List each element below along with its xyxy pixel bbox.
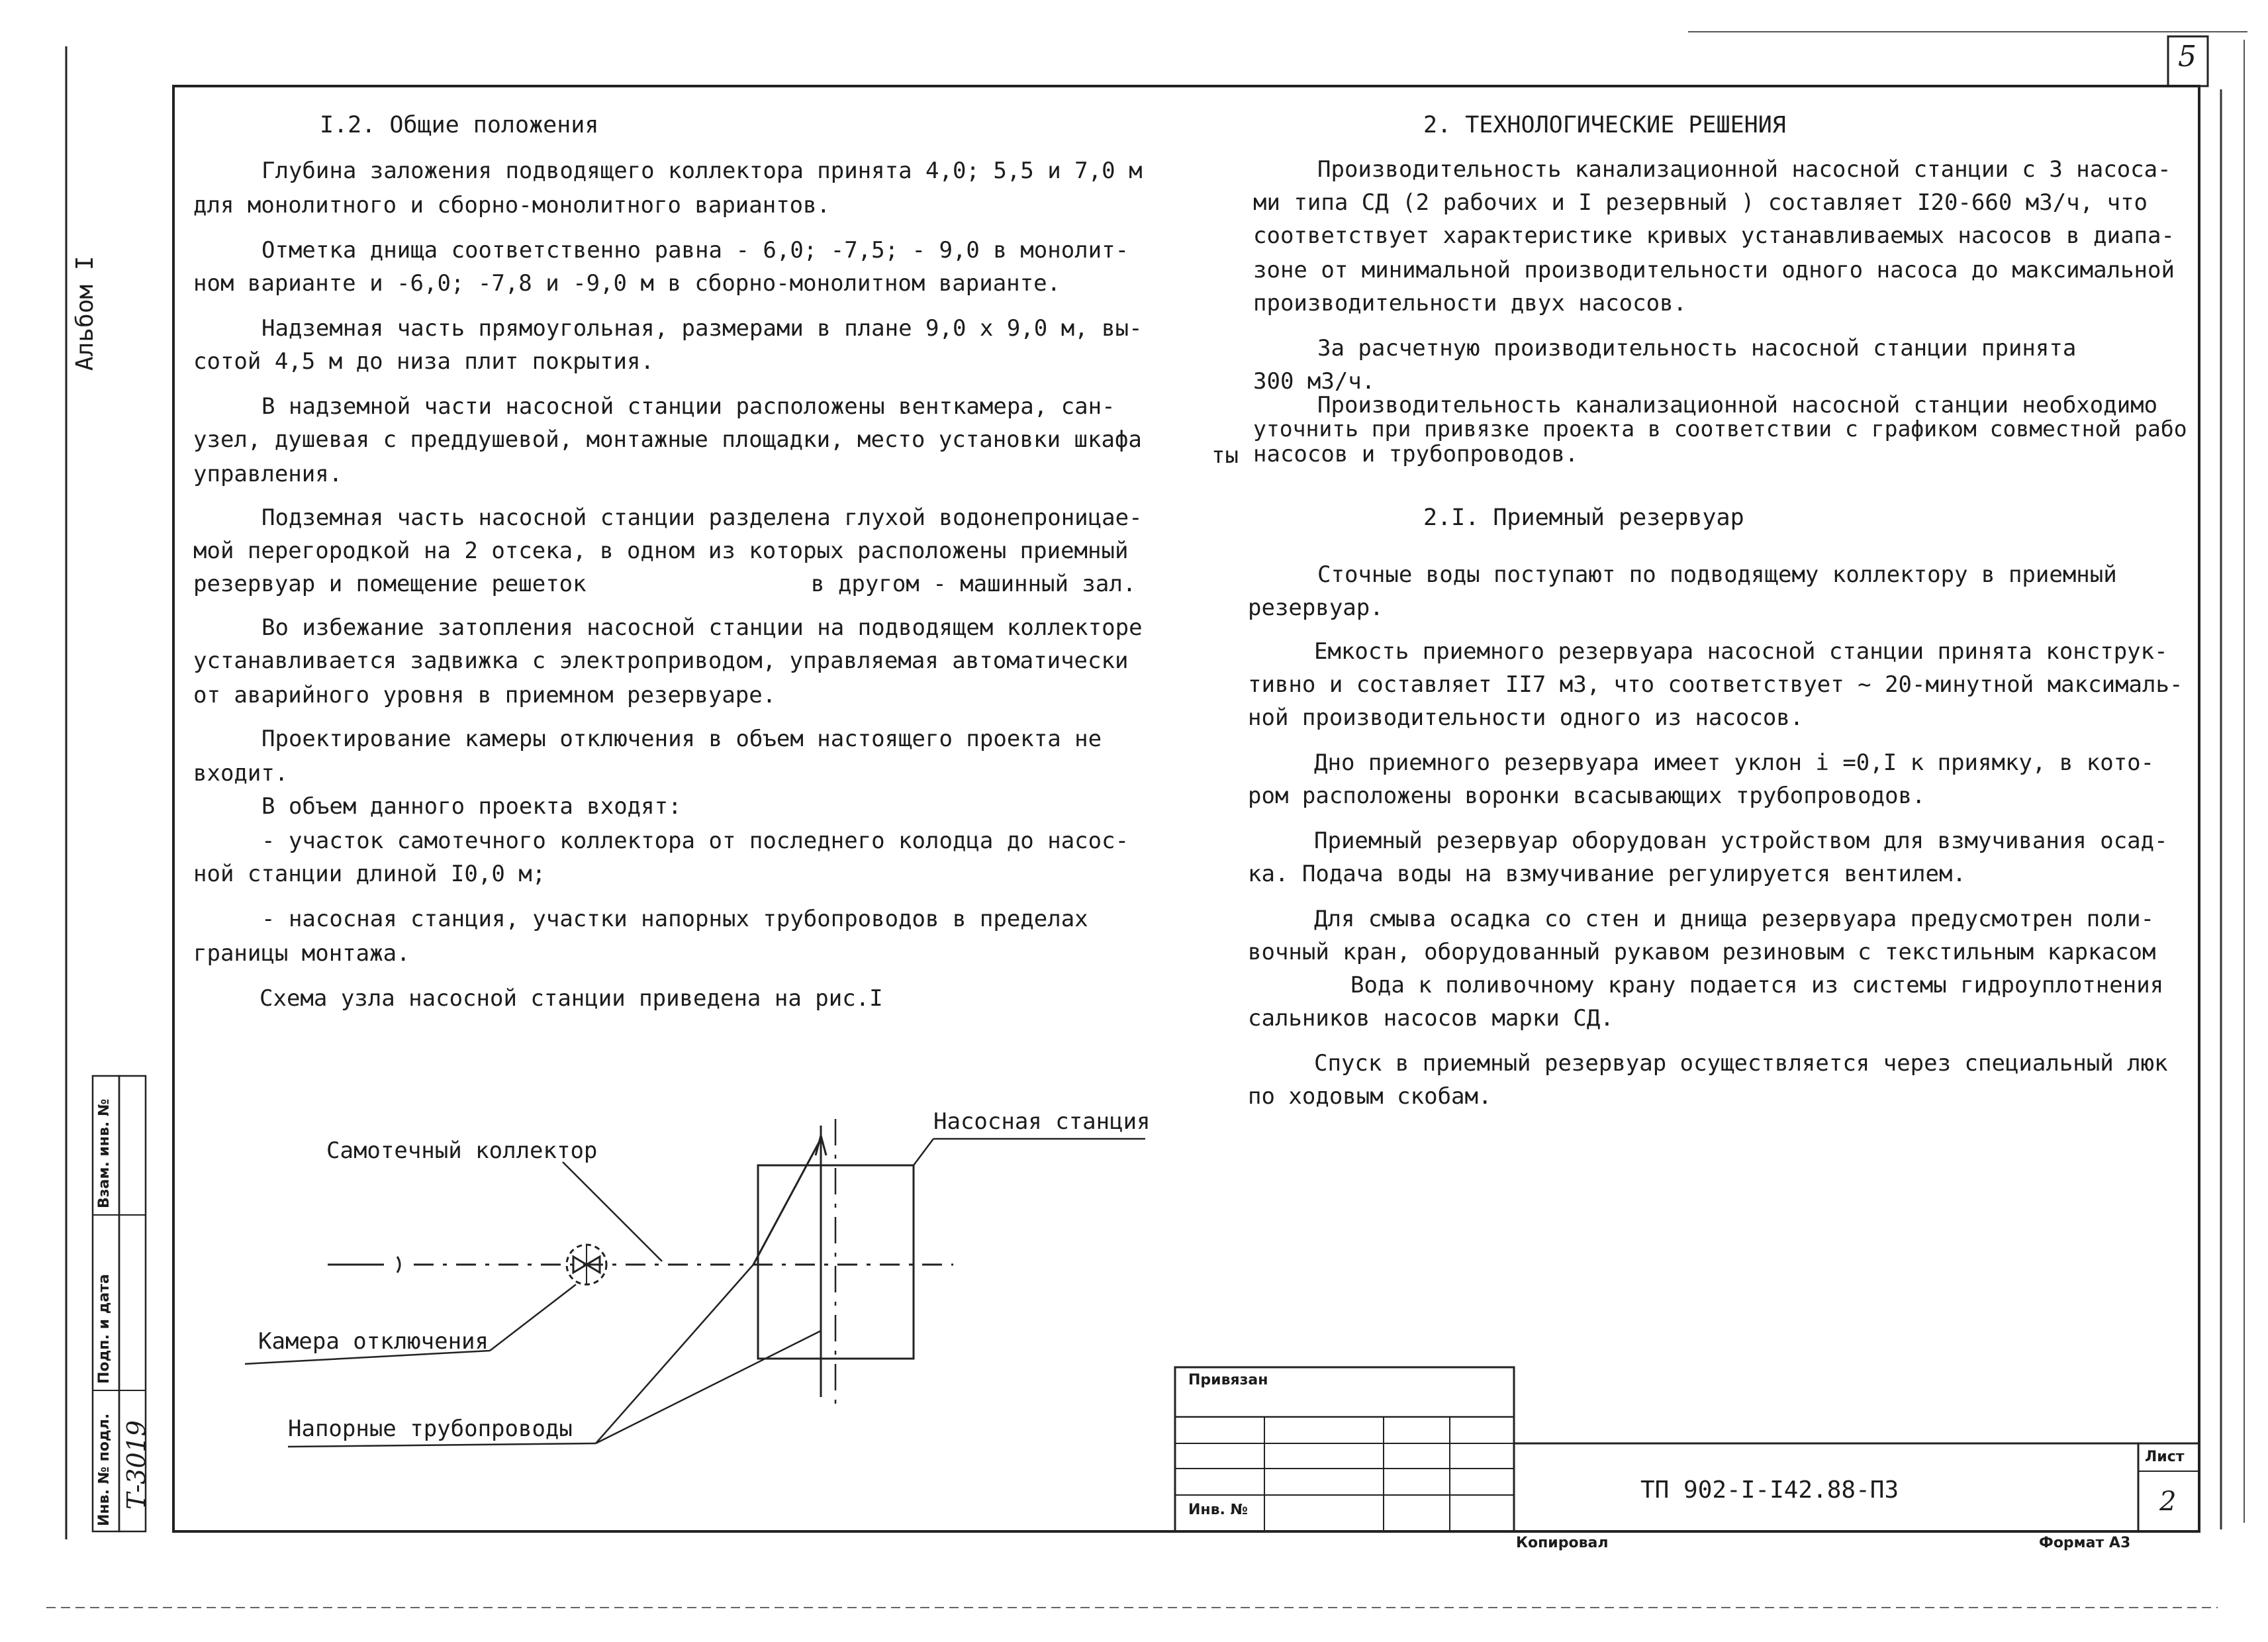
label-gravity-collector: Самотечный коллектор bbox=[326, 1137, 598, 1164]
text-line: - насосная станция, участки напорных трубопроводов в пределах bbox=[261, 906, 1088, 932]
text-line: Глубина заложения подводящего коллектора принята 4,0; 5,5 и 7,0 м bbox=[261, 158, 1143, 184]
sign-date-header: Подп. и дата bbox=[96, 1274, 113, 1384]
text-line: Надземная часть прямоугольная, размерами в плане 9,0 х 9,0 м, вы- bbox=[261, 315, 1143, 342]
text-line: границы монтажа. bbox=[193, 940, 410, 967]
text-line: ты bbox=[1211, 442, 1239, 469]
label-pressure-pipes: Напорные трубопроводы bbox=[288, 1416, 573, 1442]
title-block-bound: Привязан bbox=[1188, 1372, 1268, 1388]
section-title-tech: 2. ТЕХНОЛОГИЧЕСКИЕ РЕШЕНИЯ bbox=[1423, 112, 1786, 138]
text-line: 300 м3/ч. bbox=[1253, 368, 1376, 395]
text-line: Схема узла насосной станции приведена на рис.I bbox=[260, 985, 883, 1012]
text-line: узел, душевая с преддушевой, монтажные площадки, место установки шкафа bbox=[193, 426, 1142, 453]
text-line: ном варианте и -6,0; -7,8 и -9,0 м в сборно-монолитном варианте. bbox=[193, 270, 1061, 297]
text-line: - участок самотечного коллектора от последнего колодца до насос- bbox=[261, 828, 1129, 854]
sheet-label: Лист bbox=[2145, 1449, 2185, 1465]
sheet-number: 2 bbox=[2159, 1486, 2177, 1517]
text-line: от аварийного уровня в приемном резервуаре. bbox=[193, 682, 777, 708]
text-line: ной производительности одного из насосов. bbox=[1248, 704, 1804, 731]
text-line: мой перегородкой на 2 отсека, в одном из которых расположены приемный bbox=[193, 538, 1129, 564]
label-pump-station: Насосная станция bbox=[933, 1108, 1151, 1135]
inv-no-value: Т-3019 bbox=[122, 1420, 151, 1510]
text-line: управления. bbox=[193, 461, 343, 487]
section-title-general: I.2. Общие положения bbox=[320, 112, 599, 138]
text-line: В надземной части насосной станции расположены венткамера, сан- bbox=[261, 393, 1115, 420]
label-shutoff-chamber: Камера отключения bbox=[258, 1328, 489, 1355]
text-line: сотой 4,5 м до низа плит покрытия. bbox=[193, 348, 654, 375]
text-line: тивно и составляет II7 м3, что соответствует ~ 20-минутной максималь- bbox=[1248, 671, 2183, 698]
text-line: в другом - машинный зал. bbox=[811, 571, 1137, 597]
text-line: Спуск в приемный резервуар осуществляется через специальный люк bbox=[1314, 1050, 2168, 1077]
text-line: Подземная часть насосной станции разделена глухой водонепроницае- bbox=[261, 505, 1143, 531]
text-line: насосов и трубопроводов. bbox=[1253, 441, 1579, 467]
text-line: В объем данного проекта входят: bbox=[261, 793, 682, 820]
text-line: производительности двух насосов. bbox=[1253, 290, 1687, 316]
text-line: Емкость приемного резервуара насосной станции принята конструк- bbox=[1314, 638, 2168, 665]
text-line: резервуар и помещение решеток bbox=[193, 571, 587, 597]
inv-no-header: Инв. № подл. bbox=[96, 1413, 113, 1526]
document-code: ТП 902-I-I42.88-ПЗ bbox=[1640, 1476, 1899, 1504]
text-line: ной станции длиной I0,0 м; bbox=[193, 861, 546, 887]
text-line: ка. Подача воды на взмучивание регулируется вентилем. bbox=[1248, 861, 1966, 887]
text-line: уточнить при привязке проекта в соответствии с графиком совместной рабо bbox=[1253, 416, 2187, 442]
text-line: ми типа СД (2 рабочих и I резервный ) составляет I20-660 м3/ч, что bbox=[1253, 189, 2148, 216]
text-line: вочный кран, оборудованный рукавом резиновым с текстильным каркасом bbox=[1248, 939, 2156, 965]
copied-label: Копировал bbox=[1516, 1535, 1609, 1551]
text-line: для монолитного и сборно-монолитного вариантов. bbox=[193, 192, 831, 218]
text-line: устанавливается задвижка с электроприводом, управляемая автоматически bbox=[193, 648, 1129, 674]
text-line: За расчетную производительность насосной станции принята bbox=[1317, 335, 2077, 362]
corner-page-number: 5 bbox=[2178, 40, 2197, 73]
text-line: Производительность канализационной насосной станции необходимо bbox=[1317, 392, 2158, 418]
album-label: Альбом I bbox=[71, 256, 99, 371]
text-line: Во избежание затопления насосной станции на подводящем коллекторе bbox=[261, 614, 1143, 641]
text-line: по ходовым скобам. bbox=[1248, 1083, 1492, 1110]
text-line: Проектирование камеры отключения в объем настоящего проекта не bbox=[261, 726, 1102, 752]
text-line: сальников насосов марки СД. bbox=[1248, 1005, 1614, 1032]
text-line: Отметка днища соответственно равна - 6,0; -7,5; - 9,0 в монолит- bbox=[261, 237, 1129, 264]
text-line: резервуар. bbox=[1248, 595, 1384, 621]
replace-inv-header: Взам. инв. № bbox=[96, 1098, 113, 1208]
text-line: зоне от минимальной производительности одного насоса до максимальной bbox=[1253, 257, 2175, 283]
text-line: Для смыва осадка со стен и днища резервуара предусмотрен поли- bbox=[1314, 906, 2155, 932]
text-line: Приемный резервуар оборудован устройством для взмучивания осад- bbox=[1314, 828, 2168, 854]
text-line: ром расположены воронки всасывающих трубопроводов. bbox=[1248, 783, 1926, 809]
text-line: Вода к поливочному крану подается из системы гидроуплотнения bbox=[1350, 972, 2164, 998]
text-line: соответствует характеристике кривых устанавливаемых насосов в диапа- bbox=[1253, 222, 2175, 249]
text-line: входит. bbox=[193, 760, 289, 787]
text-line: Производительность канализационной насосной станции с 3 насоса- bbox=[1317, 156, 2171, 183]
title-block-inv-no: Инв. № bbox=[1188, 1502, 1249, 1518]
format-label: Формат А3 bbox=[2039, 1535, 2131, 1551]
text-line: Дно приемного резервуара имеет уклон i =0,I к приямку, в кото- bbox=[1314, 749, 2155, 776]
text-line: Сточные воды поступают по подводящему коллектору в приемный bbox=[1317, 561, 2117, 588]
subsection-title-tank: 2.I. Приемный резервуар bbox=[1423, 505, 1744, 531]
